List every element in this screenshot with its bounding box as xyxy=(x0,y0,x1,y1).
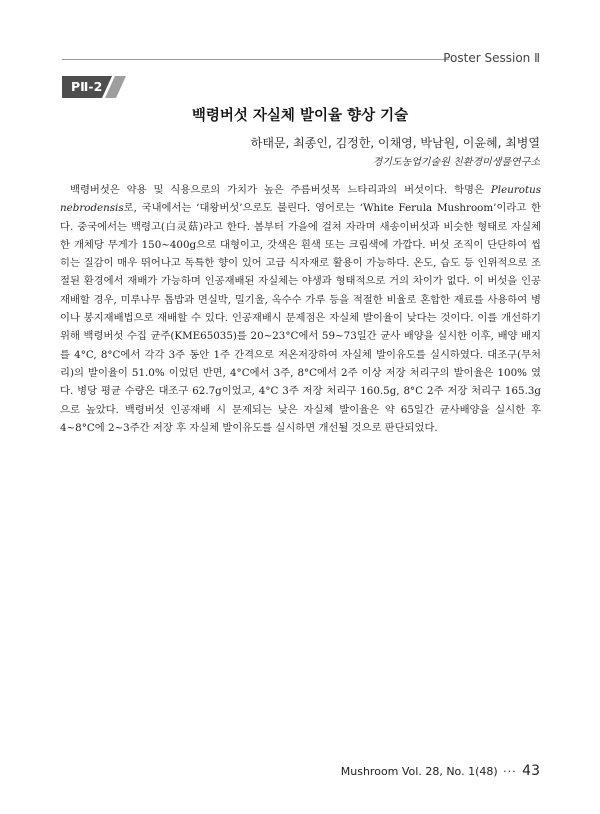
scientific-name: Pleurotus nebrodensis xyxy=(60,184,541,215)
article-title: 백령버섯 자실체 발이율 향상 기술 xyxy=(191,108,409,124)
page-number: 43 xyxy=(522,763,540,779)
poster-tag-label: PⅡ-2 xyxy=(71,79,103,94)
poster-tag xyxy=(62,76,126,98)
article-body xyxy=(60,181,541,437)
session-label: Poster Session Ⅱ xyxy=(443,51,540,65)
page-footer xyxy=(341,763,540,779)
footer-dots: ··· xyxy=(503,765,517,778)
body-text-start: 백령버섯은 약용 및 식용으로의 가치가 높은 주름버섯목 느타리과의 버섯이다. 학명은 xyxy=(70,184,491,196)
article-authors: 하태문, 최종인, 김정한, 이채영, 박남원, 이윤혜, 최병열 xyxy=(250,136,540,150)
body-paragraph xyxy=(60,181,541,437)
header-rule xyxy=(62,59,449,60)
article-affiliation: 경기도농업기술원 친환경미생물연구소 xyxy=(372,157,540,168)
body-text-rest: 로, 국내에서는 ‘대왕버섯’으로도 불린다. 영어로는 ‘White Ferula Mushroom’이라고 한다. 중국에서는 백령고(白灵菇)라고 한다. 봄부터 가을에 걸쳐 자라며 새송이버섯과 비슷한 형태로 자실체 한 개체당 무게가 150∼400g으로 대형이고, 갓색은 흰색 또는 크림색에 가깝다. 버섯 조직이 단단하여 씹히는 질감이 매우 뛰어나고 독특한 향이 있어 고급 식자재로 활용이 가능하다. 온도, 습도 등 인위적으로 조절된 환경에서 재배가 가능하며 인공재배된 자실체는 야생과 형태적으로 거의 차이가 없다. 이 버섯을 인공재배할 경우, 미루나무 톱밥과 면실박, 밀기울, 옥수수 가루 등을 적절한 비율로 혼합한 재료를 사용하여 병이나 봉지재배법으로 재배할 수 있다. 인공재배시 문제점은 자실체 발이율이 낮다는 것이다. 이를 개선하기 위해 백령버섯 수집 균주(KME65035)를 20∼23°C에서 59∼73일간 균사 배양을 실시한 이후, 배양 배지를 4°C, 8°C에서 각각 3주 동안 1주 간격으로 저온저장하여 자실체 발이유도를 실시하였다. 대조구(무처리)의 발이율이 51.0% 이었던 반면, 4°C에서 3주, 8°C에서 2주 이상 저장 처리구의 발이율은 100% 였다. 병당 평균 수량은 대조구 62.7g이었고, 4°C 3주 저장 처리구 160.5g, 8°C 2주 저장 처리구 165.3g으로 높았다. 백령버섯 인공재배 시 문제되는 낮은 자실체 발이율은 약 65일간 균사배양을 실시한 후 4∼8°C에 2∼3주간 저장 후 자실체 발이유도를 실시하면 개선될 것으로 판단되었다. xyxy=(60,202,541,434)
journal-citation: Mushroom Vol. 28, No. 1(48) xyxy=(340,765,498,778)
